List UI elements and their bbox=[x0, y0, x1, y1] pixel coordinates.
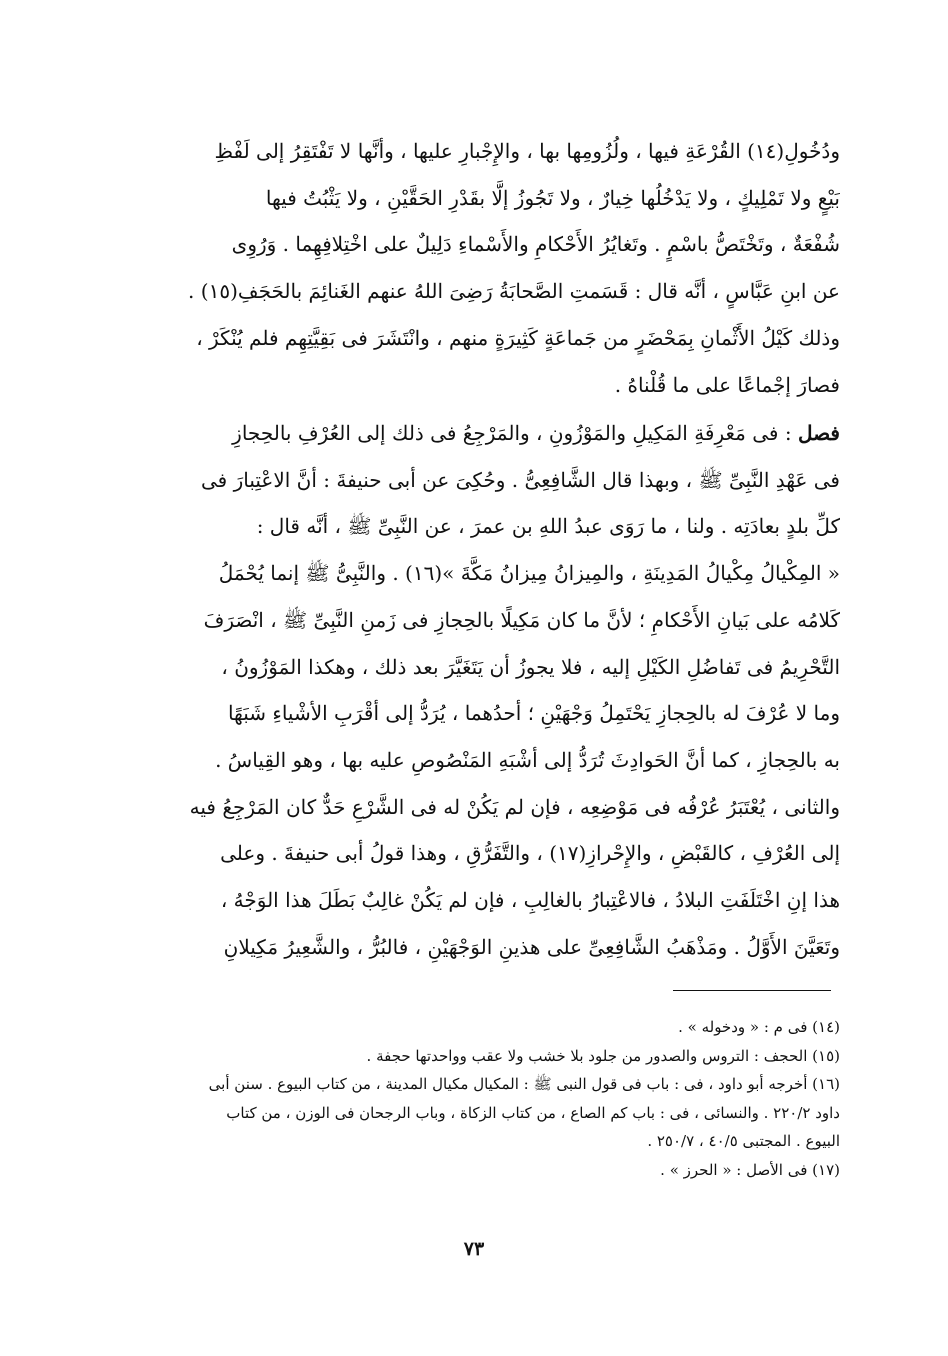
footnote-line: (١٤) فى م : « ودخوله » . bbox=[678, 1018, 840, 1036]
footnote-line: داود ٢٢٠/٢ . والنسائى ، فى : باب كم الصاع ، من كتاب الزكاة ، وباب الرجحان فى الوزن ، من كتاب bbox=[226, 1103, 840, 1122]
text-line: بَيْعٍ ولا تَمْلِيكٍ ، ولا يَدْخُلُها خِيارٌ ، ولا تَجُوزُ إلَّا بقَدْرِ الحَقَّيْنِ ، ولا يَثْبُتُ فيها bbox=[265, 185, 840, 210]
text-line: التَّحْرِيمُ فى تَفاضُلِ الكَيْلِ إليه ، فلا يجوزُ أن يَتَغَيَّرَ بعد ذلك ، وهكذا المَوْزُونُ ، bbox=[221, 654, 840, 679]
text-line: وتَعَيَّنَ الأَوَّلُ . ومَذْهَبُ الشَّافِعِىِّ على هذينِ الوَجْهَيْنِ ، فالبُرُّ ، والشَّعِيرُ مَكِيلانِ bbox=[223, 934, 840, 959]
page-number: ٧٣ bbox=[463, 1238, 485, 1260]
text-line: وذلك كَيْلُ الأَثْمانِ بِمَحْضَرٍ من جَماعَةٍ كَثِيرَةٍ منهم ، وانْتَشَرَ فى بَقِيَّتِهِم فلم يُنْكَرْ ، bbox=[196, 325, 840, 350]
footnotes bbox=[130, 1013, 840, 1185]
paragraph-one bbox=[130, 128, 840, 408]
footnote-line: البيوع . المجتبى ٤٠/٥ ، ٢٥٠/٧ . bbox=[647, 1132, 840, 1151]
paragraph-two-fasl bbox=[130, 410, 840, 970]
text-line: فصارَ إجْماعًا على ما قُلْناهُ . bbox=[614, 372, 840, 397]
text-line: كلِّ بلدٍ بعادَتِه . ولنا ، ما رَوَى عبدُ اللهِ بن عمرَ ، عن النَّبِىِّ ﷺ ، أنَّه قال : bbox=[256, 514, 840, 539]
text-line: كَلامُه على بَيانِ الأَحْكامِ ؛ لأنَّ ما كان مَكِيلًا بالحِجازِ فى زَمنِ النَّبِىِّ ﷺ ، انْصَرَفَ bbox=[203, 607, 840, 632]
text-line: وما لا عُرْفَ له بالحِجازِ يَحْتَمِلُ وَجْهَيْنِ ؛ أحدُهما ، يُرَدُّ إلى أقْرَبِ الأشْياءِ شَبَهًا bbox=[227, 701, 840, 726]
text-line: به بالحِجازِ ، كما أنَّ الحَوادِثَ تُرَدُّ إلى أشْبَهِ المَنْصُوصِ عليه بها ، وهو القِياسُ . bbox=[215, 747, 840, 772]
text-line: فى عَهْدِ النَّبِىِّ ﷺ ، وبهذا قال الشَّافِعِىُّ . وحُكِىَ عن أبى حنيفةَ : أنَّ الاعْتِبارَ فى bbox=[200, 467, 840, 492]
first-line-text: : فى مَعْرِفَةِ المَكِيلِ والمَوْزُونِ ، والمَرْجِعُ فى ذلك إلى العُرْفِ بالحِجازِ bbox=[232, 421, 798, 445]
footnote-line: (١٥) الحجف : التروس والصدور من جلود بلا خشب ولا عقب وواحدتها حجفة . bbox=[366, 1046, 840, 1065]
footnote-line: (١٧) فى الأصل : « الحرز » . bbox=[660, 1160, 840, 1179]
section-heading-word: فصل bbox=[797, 421, 840, 445]
text-line: إلى العُرْفِ ، كالقَبْضِ ، والإِحْرازِ(١٧) ، والتَّفَرُّقِ ، وهذا قولُ أبى حنيفةَ . وعلى bbox=[220, 841, 840, 866]
text-line: « المِكْيالُ مِكْيالُ المَدِينَةِ ، والمِيزانُ مِيزانُ مَكَّةَ »(١٦) . والنَّبِىُّ ﷺ إنما يُحْمَلُ bbox=[218, 561, 840, 586]
text-line: ودُخُولِ(١٤) القُرْعَةِ فيها ، ولُزُومِها بها ، والإِجْبارِ عليها ، وأنَّها لا تَفْتَقِرُ إلى لَفْظِ bbox=[214, 139, 840, 163]
text-line: عن ابنِ عَبَّاسٍ ، أنَّه قال : قَسَمتِ الصَّحابَةُ رَضِىَ اللهُ عنهم الغَنائِمَ بالحَجَفِ(١٥) . bbox=[188, 279, 840, 304]
text-line-first bbox=[130, 410, 840, 457]
footnote-line: (١٦) أخرجه أبو داود ، فى : باب فى قول النبى ﷺ : المكيال مكيال المدينة ، من كتاب البيوع . سنن أبى bbox=[208, 1075, 840, 1094]
footnote-separator bbox=[673, 990, 831, 991]
text-line: شُفْعَةٌ ، وتَخْتَصُّ باسْمٍ . وتَغايُرُ الأَحْكامِ والأَسْماءِ دَلِيلٌ على اخْتِلافِهِما . وَرُوِى bbox=[231, 232, 840, 257]
text-line: والثانى ، يُعْتَبَرُ عُرْفُه فى مَوْضِعِه ، فإن لم يَكُنْ له فى الشَّرْعِ حَدٌّ كان المَرْجِعُ فيه bbox=[189, 794, 840, 819]
text-line: هذا إنِ اخْتَلَفَتِ البلادُ ، فالاعْتِبارُ بالغالِبِ ، فإن لم يَكُنْ غالِبٌ بَطَلَ هذا الوَجْهُ ، bbox=[220, 888, 840, 913]
